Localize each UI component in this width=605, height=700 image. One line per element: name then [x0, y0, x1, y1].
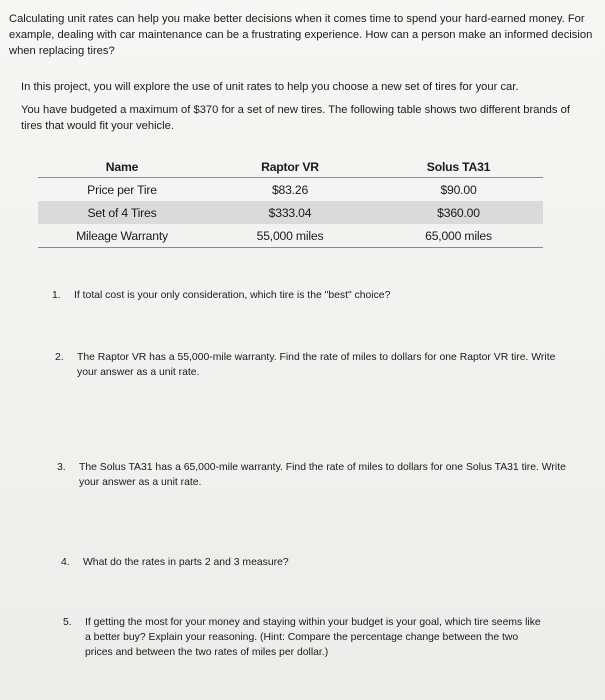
- question-1: [52, 288, 572, 303]
- table-row-set-of-4: [38, 201, 543, 224]
- intro-paragraph-2: In this project, you will explore the use of unit rates to help you choose a new set of tires for your car.: [21, 81, 519, 93]
- table-row-price-per-tire: [38, 178, 543, 202]
- question-text: What do the rates in parts 2 and 3 measure?: [83, 557, 289, 568]
- raptor-value: $333.04: [206, 201, 374, 224]
- intro-paragraph-3: You have budgeted a maximum of $370 for a set of new tires. The following table shows two different brands of tires that would fit your vehicle.: [21, 104, 570, 132]
- question-number: 4.: [61, 557, 70, 568]
- question-number: 2.: [55, 352, 64, 363]
- header-solus-ta31: Solus TA31: [374, 157, 543, 178]
- intro-paragraph-1: Calculating unit rates can help you make better decisions when it comes time to spend your hard-earned money. For example, dealing with car maintenance can be a frustrating experience. How can a person make an informed decision when replacing tires?: [9, 13, 593, 57]
- question-2: [55, 350, 575, 380]
- row-label: Mileage Warranty: [38, 224, 206, 248]
- question-text: If total cost is your only consideration, which tire is the "best" choice?: [74, 290, 391, 301]
- header-raptor-vr: Raptor VR: [206, 157, 374, 178]
- question-number: 3.: [57, 462, 66, 473]
- question-number: 1.: [52, 290, 61, 301]
- question-5: [63, 615, 543, 660]
- table-header-row: [38, 157, 543, 178]
- question-text: The Raptor VR has a 55,000-mile warranty. Find the rate of miles to dollars for one Raptor VR tire. Write your answer as a unit rate.: [77, 352, 556, 378]
- question-text: The Solus TA31 has a 65,000-mile warranty. Find the rate of miles to dollars for one Solus TA31 tire. Write your answer as a unit rate.: [79, 462, 566, 488]
- solus-value: 65,000 miles: [374, 224, 543, 248]
- header-name: Name: [38, 157, 206, 178]
- question-3: [57, 460, 577, 490]
- question-4: [61, 555, 581, 570]
- row-label: Set of 4 Tires: [38, 201, 206, 224]
- row-label: Price per Tire: [87, 182, 157, 197]
- raptor-value: $83.26: [271, 182, 309, 197]
- question-text: If getting the most for your money and staying within your budget is your goal, which tire seems like a better buy? Explain your reasoning. (Hint: Compare the percentage change between the two prices and between the two rates of miles per dollar.): [85, 617, 541, 658]
- raptor-value: 55,000 miles: [206, 224, 374, 248]
- solus-value: $360.00: [374, 201, 543, 224]
- table-row-mileage-warranty: [38, 224, 543, 248]
- tire-comparison-table: [38, 157, 543, 248]
- solus-value: $90.00: [440, 182, 477, 197]
- question-number: 5.: [63, 617, 72, 628]
